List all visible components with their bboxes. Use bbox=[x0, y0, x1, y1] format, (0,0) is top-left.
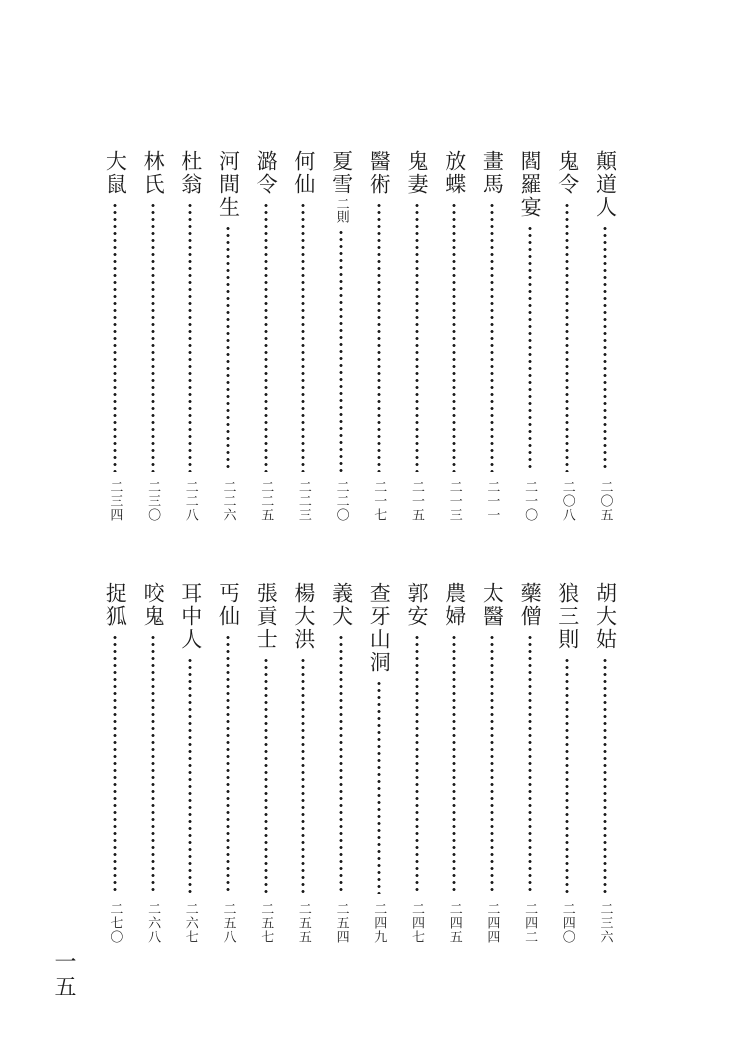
toc-entry bbox=[98, 582, 132, 944]
entry-title: 查牙山洞 bbox=[367, 582, 392, 674]
entry-page-number: 二一三 bbox=[446, 480, 462, 522]
toc-entry bbox=[437, 150, 471, 522]
entry-page-number: 二二六 bbox=[220, 480, 236, 522]
dot-leader bbox=[415, 634, 419, 894]
entry-title: 何仙 bbox=[291, 150, 316, 196]
dot-leader bbox=[151, 634, 155, 894]
dot-leader bbox=[339, 229, 343, 472]
dot-leader bbox=[490, 634, 494, 894]
entry-page-number: 二三四 bbox=[107, 480, 123, 522]
toc-entry bbox=[475, 582, 509, 944]
entry-page-number: 二二三 bbox=[295, 480, 311, 522]
toc-entry bbox=[211, 582, 245, 944]
dot-leader bbox=[226, 225, 230, 472]
dot-leader bbox=[377, 202, 381, 472]
dot-leader bbox=[565, 202, 569, 472]
entry-page-number: 二〇八 bbox=[559, 480, 575, 522]
entry-title: 河間生 bbox=[216, 150, 241, 219]
entry-title: 杜翁 bbox=[178, 150, 203, 196]
dot-leader bbox=[188, 657, 192, 894]
toc-entry bbox=[136, 582, 170, 944]
toc-block-lower bbox=[100, 582, 620, 944]
dot-leader bbox=[528, 225, 532, 472]
entry-page-number: 二二〇 bbox=[333, 480, 349, 522]
toc-entry bbox=[513, 150, 547, 522]
toc-entry bbox=[588, 150, 622, 522]
entry-page-number: 二二五 bbox=[258, 480, 274, 522]
dot-leader bbox=[264, 657, 268, 894]
entry-page-number: 二五七 bbox=[258, 902, 274, 944]
dot-leader bbox=[603, 657, 607, 894]
entry-page-number: 二五四 bbox=[333, 902, 349, 944]
dot-leader bbox=[528, 634, 532, 894]
entry-title: 閻羅宴 bbox=[518, 150, 543, 219]
dot-leader bbox=[565, 657, 569, 894]
entry-note: 二則 bbox=[333, 197, 349, 223]
entry-page-number: 二〇五 bbox=[597, 480, 613, 522]
entry-page-number: 二六八 bbox=[145, 902, 161, 944]
entry-page-number: 二四四 bbox=[484, 902, 500, 944]
dot-leader bbox=[226, 634, 230, 894]
entry-title: 醫術 bbox=[367, 150, 392, 196]
toc-entry bbox=[249, 150, 283, 522]
toc-block-upper bbox=[100, 150, 620, 522]
entry-title: 咬鬼 bbox=[141, 582, 166, 628]
toc-entry bbox=[400, 582, 434, 944]
entry-title: 太醫 bbox=[480, 582, 505, 628]
dot-leader bbox=[377, 680, 381, 894]
entry-title: 林氏 bbox=[141, 150, 166, 196]
entry-title: 丐仙 bbox=[216, 582, 241, 628]
toc-entry bbox=[136, 150, 170, 522]
entry-title: 胡大姑 bbox=[593, 582, 618, 651]
toc-entry bbox=[588, 582, 622, 944]
entry-title: 耳中人 bbox=[178, 582, 203, 651]
entry-title: 鬼妻 bbox=[405, 150, 429, 196]
toc-entry bbox=[324, 150, 358, 522]
entry-title: 顛道人 bbox=[593, 150, 618, 219]
dot-leader bbox=[188, 202, 192, 472]
entry-title: 藥僧 bbox=[518, 582, 543, 628]
entry-page-number: 二五八 bbox=[220, 902, 236, 944]
dot-leader bbox=[603, 225, 607, 472]
toc-entry bbox=[513, 582, 547, 944]
entry-page-number: 二一一 bbox=[484, 480, 500, 522]
entry-title: 捉狐 bbox=[103, 582, 128, 628]
entry-title: 畫馬 bbox=[480, 150, 505, 196]
toc-entry bbox=[249, 582, 283, 944]
entry-title: 義犬 bbox=[329, 582, 354, 628]
entry-title: 農婦 bbox=[442, 582, 467, 628]
entry-title: 郭安 bbox=[405, 582, 429, 628]
entry-title: 潞令 bbox=[254, 150, 279, 196]
entry-page-number: 二四七 bbox=[409, 902, 424, 944]
entry-page-number: 二一七 bbox=[371, 480, 387, 522]
entry-page-number: 二一〇 bbox=[522, 480, 538, 522]
entry-title: 放蝶 bbox=[442, 150, 467, 196]
toc-entry bbox=[324, 582, 358, 944]
entry-page-number: 二二八 bbox=[182, 480, 198, 522]
entry-title: 楊大洪 bbox=[291, 582, 316, 651]
entry-page-number: 二四五 bbox=[446, 902, 462, 944]
toc-entry bbox=[173, 150, 207, 522]
toc-entry bbox=[286, 582, 320, 944]
toc-entry bbox=[550, 150, 584, 522]
dot-leader bbox=[490, 202, 494, 472]
toc-entry bbox=[362, 582, 396, 944]
entry-title: 張貢士 bbox=[254, 582, 279, 651]
dot-leader bbox=[113, 202, 117, 472]
toc-entry bbox=[475, 150, 509, 522]
entry-page-number: 二五五 bbox=[295, 902, 311, 944]
toc-entry bbox=[400, 150, 434, 522]
entry-title: 大鼠 bbox=[103, 150, 128, 196]
dot-leader bbox=[339, 634, 343, 894]
dot-leader bbox=[151, 202, 155, 472]
dot-leader bbox=[452, 634, 456, 894]
toc-entry bbox=[211, 150, 245, 522]
entry-page-number: 二六七 bbox=[182, 902, 198, 944]
entry-title: 夏雪 bbox=[329, 150, 354, 196]
entry-page-number: 二三〇 bbox=[145, 480, 161, 522]
entry-page-number: 二七〇 bbox=[107, 902, 123, 944]
toc-entry bbox=[98, 150, 132, 522]
entry-title: 鬼令 bbox=[555, 150, 580, 196]
dot-leader bbox=[113, 634, 117, 894]
toc-entry bbox=[362, 150, 396, 522]
page-number: 一五 bbox=[51, 950, 76, 1000]
toc-entry bbox=[550, 582, 584, 944]
dot-leader bbox=[301, 202, 305, 472]
entry-page-number: 二三六 bbox=[597, 902, 613, 944]
entry-page-number: 二四九 bbox=[371, 902, 387, 944]
entry-page-number: 二一五 bbox=[409, 480, 424, 522]
toc-entry bbox=[173, 582, 207, 944]
entry-page-number: 二四〇 bbox=[559, 902, 575, 944]
entry-page-number: 二四二 bbox=[522, 902, 538, 944]
dot-leader bbox=[415, 202, 419, 472]
toc-entry bbox=[437, 582, 471, 944]
dot-leader bbox=[264, 202, 268, 472]
toc-entry bbox=[286, 150, 320, 522]
dot-leader bbox=[452, 202, 456, 472]
entry-title: 狼三則 bbox=[555, 582, 580, 651]
dot-leader bbox=[301, 657, 305, 894]
